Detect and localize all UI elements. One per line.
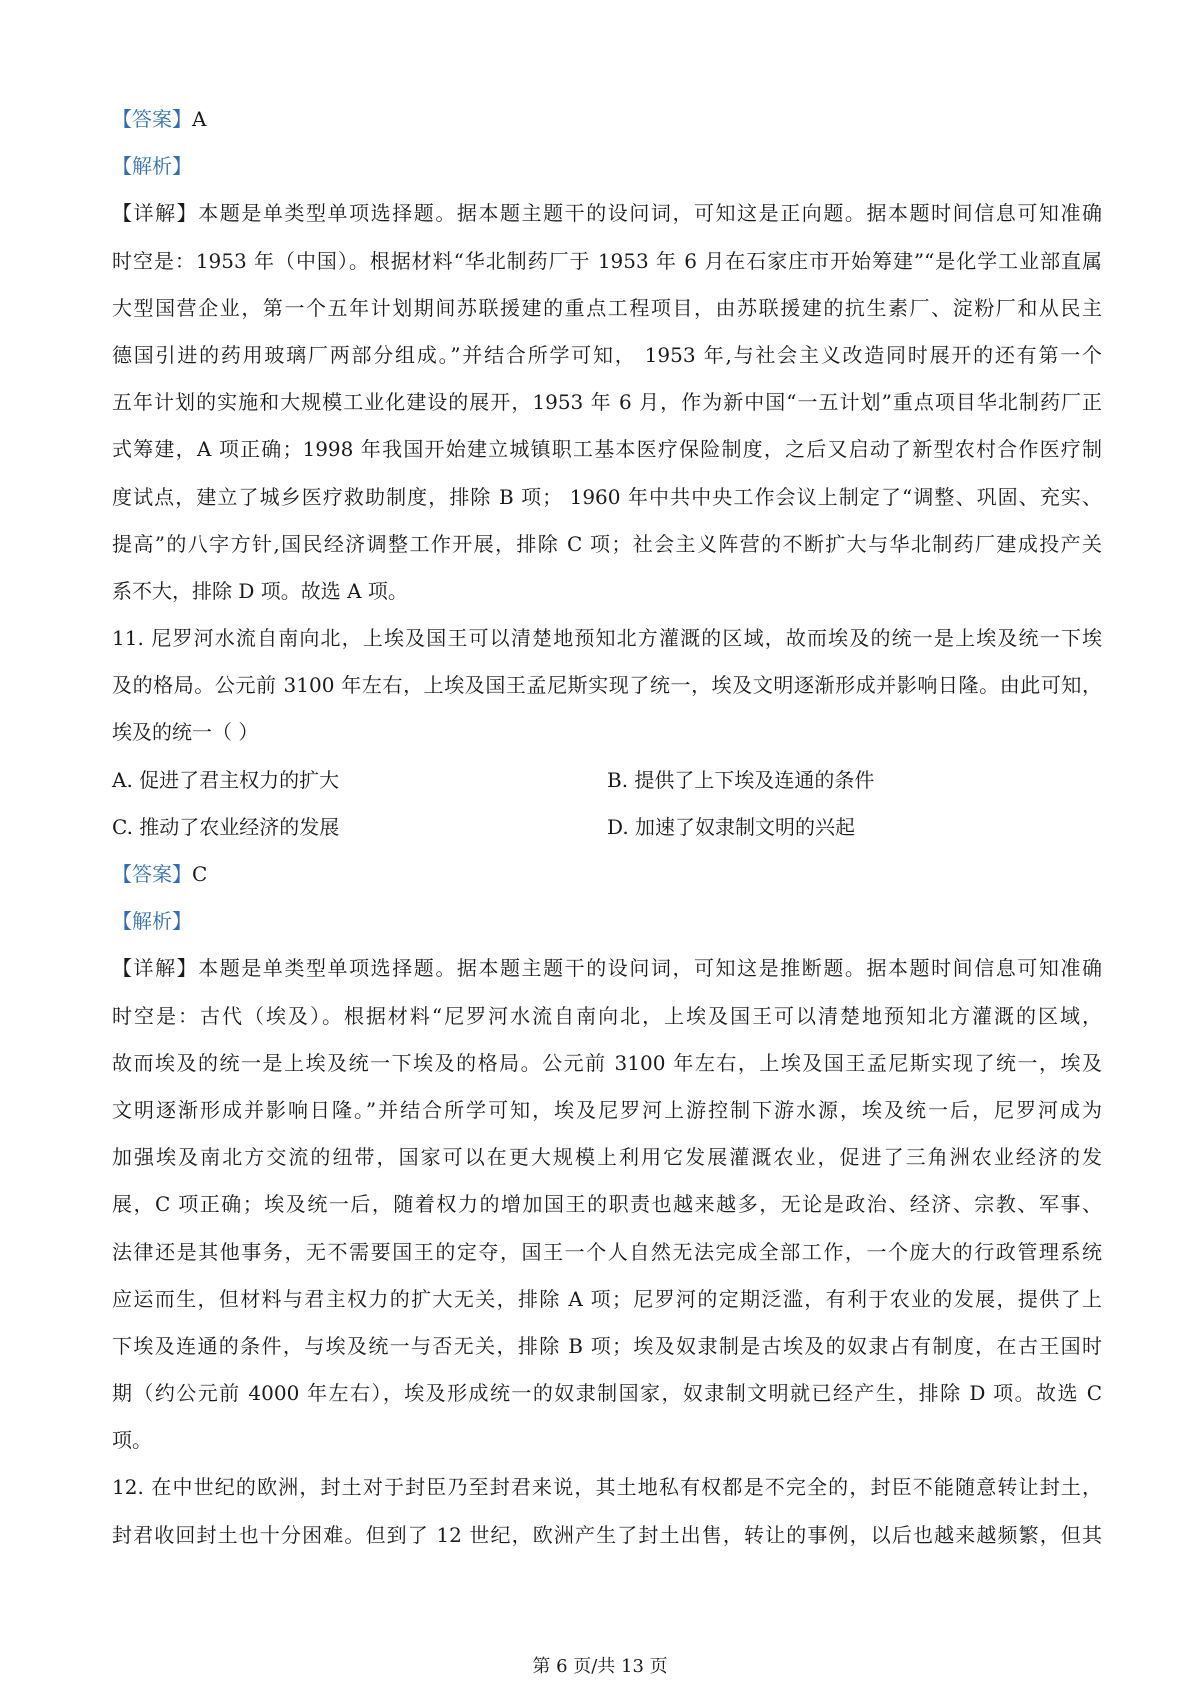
q11-detail-line: 【详解】本题是单类型单项选择题。据本题主题干的设问词，可知这是推断题。据本题时间信息可知准确 bbox=[112, 956, 1102, 981]
q11-answer bbox=[112, 851, 1102, 898]
q10-detail-line: 【详解】本题是单类型单项选择题。据本题主题干的设问词，可知这是正向题。据本题时间信息可知准确 bbox=[112, 201, 1102, 226]
q10-detail-line: 提高”的八字方针,国民经济调整工作开展，排除 C 项；社会主义阵营的不断扩大与华北制药厂建成投产关 bbox=[112, 531, 1102, 556]
answer-tag: 【答案】 bbox=[112, 107, 192, 131]
q10-detail-line: 德国引进的药用玻璃厂两部分组成。”并结合所学可知， 1953 年,与社会主义改造同时展开的还有第一个 bbox=[112, 342, 1102, 367]
q11-option-a: A. 促进了君主权力的扩大 bbox=[112, 767, 340, 792]
q11-analysis-tag: 【解析】 bbox=[112, 909, 192, 934]
answer-value: C bbox=[192, 862, 208, 886]
q10-detail-line: 五年计划的实施和大规模工业化建设的展开，1953 年 6 月，作为新中国“一五计划”重点项目华北制药厂正 bbox=[112, 390, 1102, 415]
q11-detail-line: 时空是：古代（埃及）。根据材料“尼罗河水流自南向北，上埃及国王可以清楚地预知北方灌溉的区域， bbox=[112, 1003, 1102, 1028]
q11-detail-line: 下埃及连通的条件，与埃及统一与否无关，排除 B 项；埃及奴隶制是古埃及的奴隶占有制度，在古王国时 bbox=[112, 1333, 1102, 1358]
q10-detail-line: 时空是：1953 年（中国）。根据材料“华北制药厂于 1953 年 6 月在石家庄市开始筹建”“是化学工业部直属 bbox=[112, 248, 1102, 273]
q10-detail-line: 大型国营企业，第一个五年计划期间苏联援建的重点工程项目，由苏联援建的抗生素厂、淀粉厂和从民主 bbox=[112, 295, 1102, 320]
q11-detail-line: 应运而生，但材料与君主权力的扩大无关，排除 A 项；尼罗河的定期泛滥，有利于农业的发展，提供了上 bbox=[112, 1286, 1102, 1311]
q11-detail-line: 法律还是其他事务，无不需要国王的定夺，国王一个人自然无法完成全部工作，一个庞大的行政管理系统 bbox=[112, 1239, 1102, 1264]
q11-stem-line: 及的格局。公元前 3100 年左右，上埃及国王孟尼斯实现了统一，埃及文明逐渐形成并影响日隆。由此可知， bbox=[112, 673, 1102, 698]
q11-stem-line: 11. 尼罗河水流自南向北，上埃及国王可以清楚地预知北方灌溉的区域，故而埃及的统一是上埃及统一下埃 bbox=[112, 626, 1102, 651]
q11-option-c: C. 推动了农业经济的发展 bbox=[112, 814, 340, 839]
answer-tag: 【答案】 bbox=[112, 862, 192, 886]
document-page bbox=[112, 96, 1102, 1559]
q11-detail-line: 故而埃及的统一是上埃及统一下埃及的格局。公元前 3100 年左右，上埃及国王孟尼斯实现了统一，埃及 bbox=[112, 1050, 1102, 1075]
q11-detail-line: 文明逐渐形成并影响日隆。”并结合所学可知，埃及尼罗河上游控制下游水源，埃及统一后，尼罗河成为 bbox=[112, 1097, 1102, 1122]
q11-options-row bbox=[112, 757, 1102, 804]
q11-stem-line: 埃及的统一（ ） bbox=[112, 720, 259, 745]
q11-detail-line: 加强埃及南北方交流的纽带，国家可以在更大规模上利用它发展灌溉农业，促进了三角洲农业经济的发 bbox=[112, 1145, 1102, 1170]
q10-detail-line: 式筹建，A 项正确；1998 年我国开始建立城镇职工基本医疗保险制度，之后又启动了新型农村合作医疗制 bbox=[112, 437, 1102, 462]
page-footer: 第 6 页/共 13 页 bbox=[532, 1656, 668, 1677]
q11-options-row bbox=[112, 804, 1102, 851]
q10-detail-line: 系不大，排除 D 项。故选 A 项。 bbox=[112, 578, 408, 603]
q11-option-b: B. 提供了上下埃及连通的条件 bbox=[607, 767, 875, 792]
q10-detail-line: 度试点，建立了城乡医疗救助制度，排除 B 项； 1960 年中共中央工作会议上制定了“调整、巩固、充实、 bbox=[112, 484, 1102, 509]
q12-stem-line: 12. 在中世纪的欧洲，封土对于封臣乃至封君来说，其土地私有权都是不完全的，封臣不能随意转让封土， bbox=[112, 1475, 1102, 1500]
q10-answer bbox=[112, 96, 1102, 143]
answer-value: A bbox=[192, 107, 207, 131]
q11-detail-line: 期（约公元前 4000 年左右），埃及形成统一的奴隶制国家，奴隶制文明就已经产生，排除 D 项。故选 C bbox=[112, 1381, 1102, 1406]
q12-stem-line: 封君收回封土也十分困难。但到了 12 世纪，欧洲产生了封土出售，转让的事例，以后也越来越频繁，但其 bbox=[112, 1522, 1102, 1547]
q11-detail-line: 项。 bbox=[112, 1428, 152, 1453]
q11-detail-line: 展，C 项正确；埃及统一后，随着权力的增加国王的职责也越来越多，无论是政治、经济、宗教、军事、 bbox=[112, 1192, 1102, 1217]
q11-option-d: D. 加速了奴隶制文明的兴起 bbox=[607, 814, 856, 839]
q10-analysis-tag: 【解析】 bbox=[112, 154, 192, 179]
